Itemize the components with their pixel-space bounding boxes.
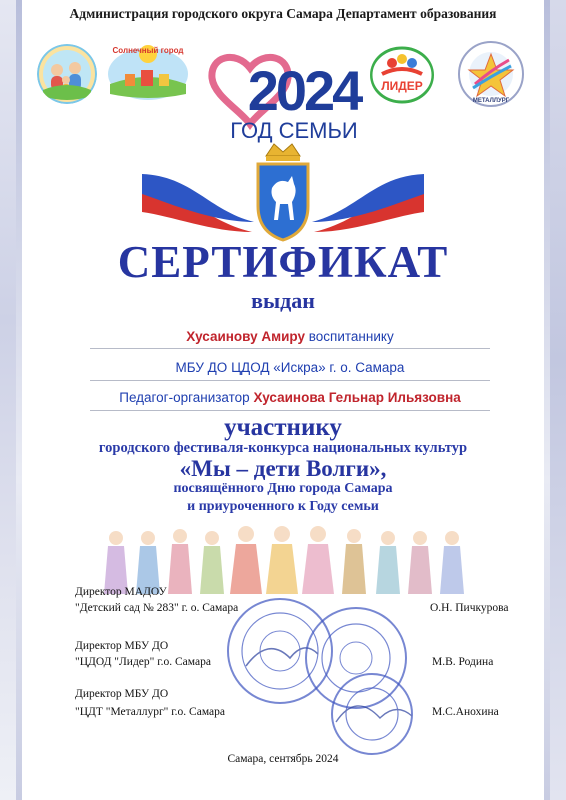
signature-3-person: М.С.Анохина bbox=[432, 706, 499, 718]
festival-text: городского фестиваля-конкурса национальных культур bbox=[98, 440, 468, 456]
divider bbox=[90, 410, 490, 411]
organization-line: МБУ ДО ЦДОД «Искра» г. о. Самара bbox=[175, 360, 405, 375]
participant-label: участнику bbox=[224, 414, 342, 441]
year-caption: ГОД СЕМЬИ bbox=[230, 118, 358, 143]
teacher-name: Хусаинова Гельнар Ильязовна bbox=[253, 390, 461, 405]
certificate-title: СЕРТИФИКАТ bbox=[117, 237, 449, 287]
recipient-line bbox=[90, 329, 490, 344]
solnechny-gorod-logo bbox=[105, 40, 191, 102]
samara-coat-of-arms bbox=[142, 136, 424, 248]
signature-3-title: Директор МБУ ДО bbox=[75, 688, 169, 700]
header-text: Администрация городского округа Самара Департамент образования bbox=[69, 6, 497, 21]
footer-place-date: Самара, сентябрь 2024 bbox=[227, 753, 339, 765]
signature-1-person: О.Н. Пичкурова bbox=[430, 602, 509, 614]
signature-1-title: Директор МАДОУ bbox=[75, 586, 167, 598]
solnechny-gorod-logo-text: Солнечный город bbox=[112, 46, 184, 55]
stamp-seal bbox=[316, 672, 428, 758]
recipient-role: воспитаннику bbox=[305, 329, 394, 344]
teacher-line bbox=[60, 390, 520, 405]
signature-1-org: "Детский сад № 283" г. о. Самара bbox=[75, 602, 239, 614]
signature-2-org: "ЦДОД "Лидер" г.о. Самара bbox=[75, 656, 211, 668]
metallurg-logo-text: МЕТАЛЛУРГ bbox=[472, 98, 510, 104]
year-number: 2024 bbox=[247, 59, 361, 122]
right-frame-decoration bbox=[544, 0, 566, 800]
lider-logo bbox=[370, 46, 434, 104]
dedication-line-2: и приуроченного к Году семьи bbox=[187, 499, 379, 514]
signature-2-title: Директор МБУ ДО bbox=[75, 640, 169, 652]
divider bbox=[90, 348, 490, 349]
festival-name: «Мы – дети Волги», bbox=[179, 456, 387, 481]
signature-2-person: М.В. Родина bbox=[432, 656, 494, 668]
year-of-family-logo bbox=[206, 32, 366, 146]
signature-3-org: "ЦДТ "Металлург" г.о. Самара bbox=[75, 706, 225, 718]
teacher-role: Педагог-организатор bbox=[119, 390, 254, 405]
metallurg-logo bbox=[457, 40, 525, 108]
issued-label: выдан bbox=[251, 288, 315, 313]
left-frame-decoration bbox=[0, 0, 22, 800]
dedication-line-1: посвящённого Дню города Самара bbox=[173, 481, 393, 496]
family-logo bbox=[37, 44, 97, 104]
divider bbox=[90, 380, 490, 381]
lider-logo-text: ЛИДЕР bbox=[381, 79, 423, 93]
recipient-name: Хусаинову Амиру bbox=[186, 329, 306, 344]
